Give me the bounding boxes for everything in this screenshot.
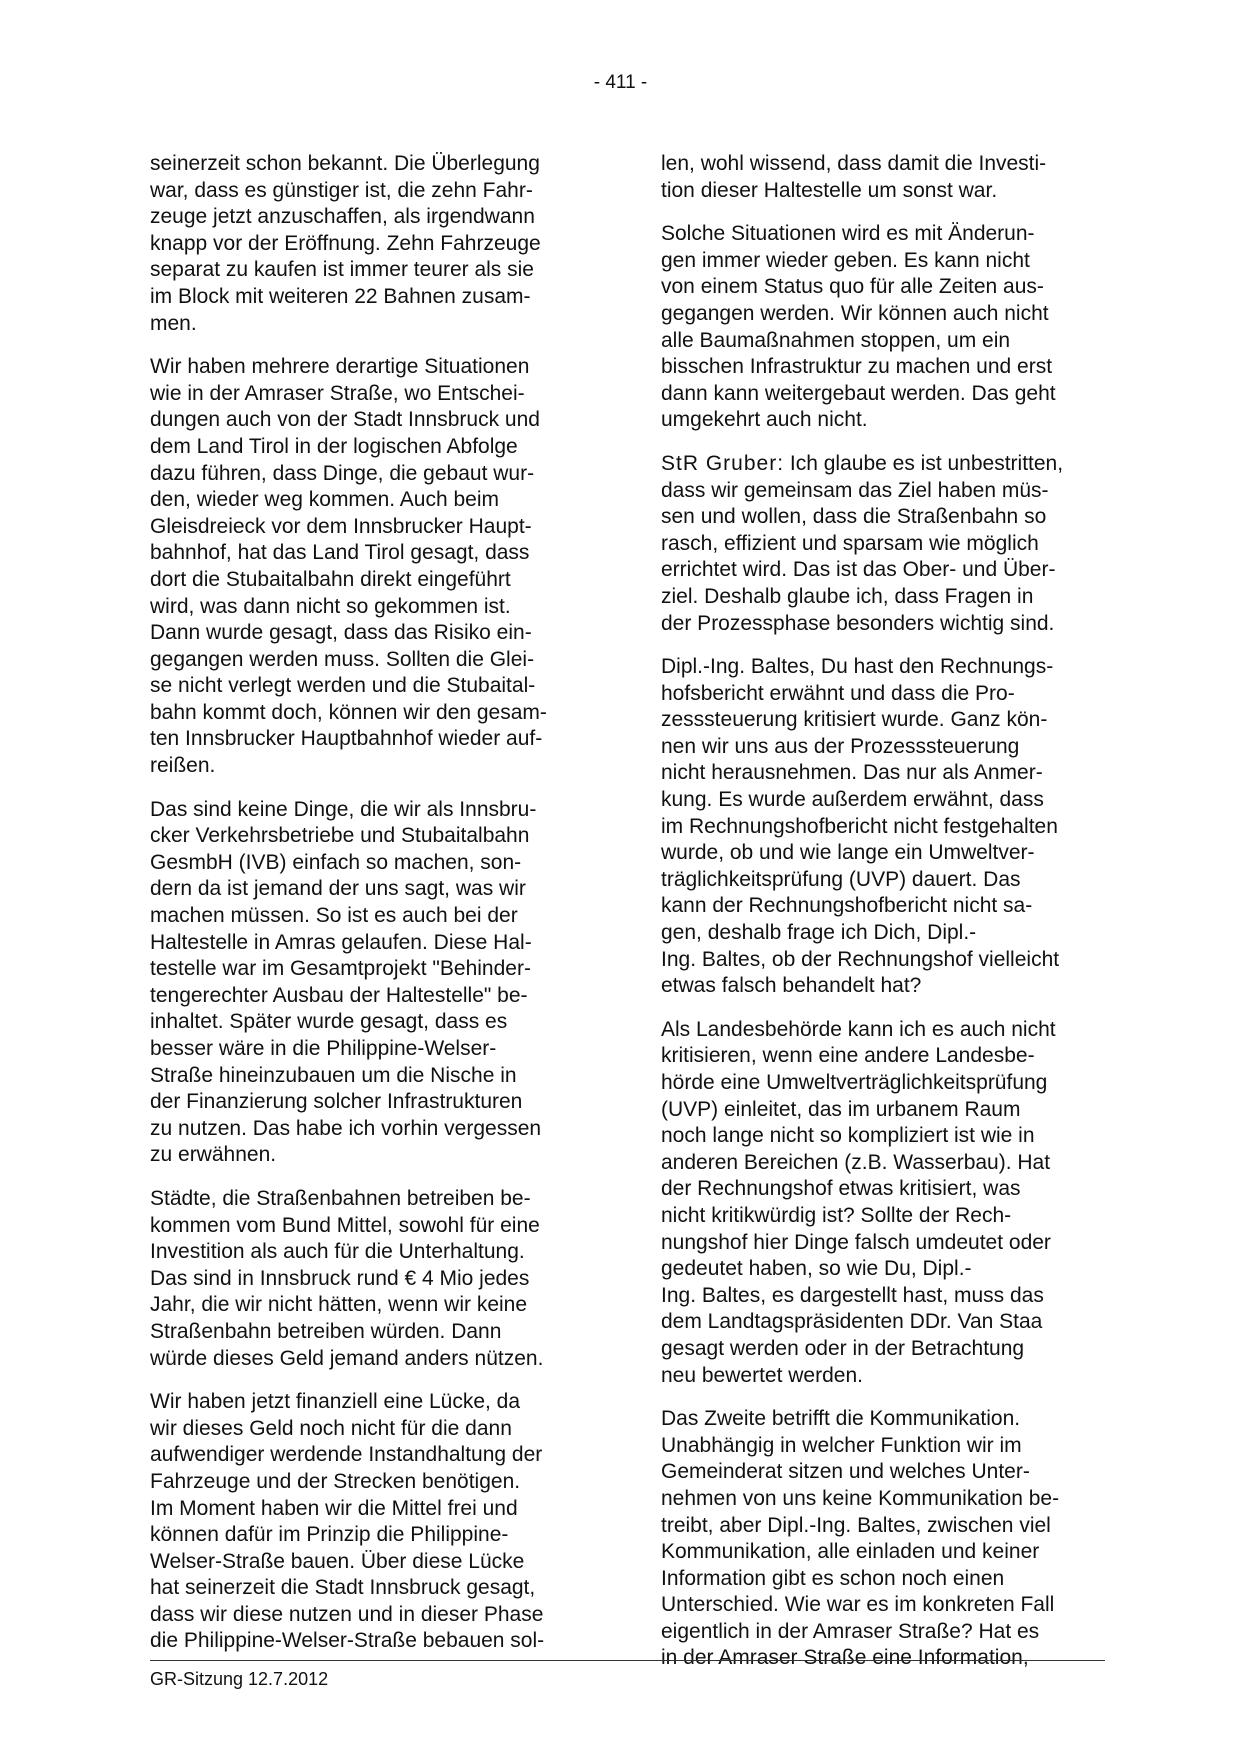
- text-line: Kommunikation, alle einladen und keiner: [661, 1540, 1040, 1564]
- text-line: neu bewertet werden.: [661, 1363, 863, 1387]
- text-line: machen müssen. So ist es auch bei der: [150, 904, 518, 928]
- text-line: Jahr, die wir nicht hätten, wenn wir keine: [150, 1293, 528, 1317]
- paragraph: [661, 221, 1101, 434]
- paragraph: [661, 151, 1101, 204]
- text-line: kann der Rechnungshofbericht nicht sa-: [661, 894, 1033, 918]
- text-line: tion dieser Haltestelle um sonst war.: [661, 178, 998, 202]
- text-line: hofsbericht erwähnt und dass die Pro-: [661, 681, 1015, 705]
- text-line: kung. Es wurde außerdem erwähnt, dass: [661, 788, 1044, 812]
- text-line: men.: [150, 311, 197, 335]
- text-line: zu nutzen. Das habe ich vorhin vergessen: [150, 1116, 542, 1140]
- text-line: dem Land Tirol in der logischen Abfolge: [150, 434, 518, 458]
- text-line: hörde eine Umweltverträglichkeitsprüfung: [661, 1071, 1048, 1094]
- text-line: Das Zweite betrifft die Kommunikation.: [661, 1407, 1021, 1431]
- text-line: Dann wurde gesagt, dass das Risiko ein-: [150, 621, 532, 645]
- text-line: rasch, effizient und sparsam wie möglich: [661, 531, 1039, 555]
- text-line: gesagt werden oder in der Betrachtung: [661, 1336, 1025, 1360]
- text-line: gen, deshalb frage ich Dich, Dipl.-: [661, 921, 977, 945]
- text-line: Information gibt es schon noch einen: [661, 1566, 1005, 1590]
- text-line: seinerzeit schon bekannt. Die Überlegung: [150, 152, 540, 175]
- text-line: dazu führen, dass Dinge, die gebaut wur-: [150, 461, 535, 485]
- text-line: [661, 451, 1101, 478]
- text-line: dern da ist jemand der uns sagt, was wir: [150, 877, 526, 901]
- text-line: kritisieren, wenn eine andere Landesbe-: [661, 1044, 1035, 1068]
- text-line: len, wohl wissend, dass damit die Investi-: [661, 152, 1047, 175]
- text-line: Straßenbahn betreiben würden. Dann: [150, 1319, 502, 1343]
- text-line: Als Landesbehörde kann ich es auch nicht: [661, 1017, 1056, 1041]
- text-line: wir dieses Geld noch nicht für die dann: [150, 1416, 512, 1440]
- text-line: zesssteuerung kritisiert wurde. Ganz kön-: [661, 708, 1048, 732]
- text-line: Ing. Baltes, es dargestellt hast, muss das: [661, 1283, 1044, 1307]
- text-line: eigentlich in der Amraser Straße? Hat es: [661, 1619, 1040, 1643]
- right-column: [661, 151, 1101, 1689]
- paragraph: [150, 1186, 590, 1372]
- text-line: der Finanzierung solcher Infrastrukturen: [150, 1090, 523, 1114]
- text-line: treibt, aber Dipl.-Ing. Baltes, zwischen viel: [661, 1513, 1051, 1537]
- left-column: [150, 151, 590, 1672]
- text-line: cker Verkehrsbetriebe und Stubaitalbahn: [150, 824, 530, 848]
- text-line: Das sind keine Dinge, die wir als Innsbru-: [150, 797, 537, 821]
- text-line: dem Landtagspräsidenten DDr. Van Staa: [661, 1310, 1043, 1334]
- text-line: nungshof hier Dinge falsch umdeutet oder: [661, 1230, 1051, 1254]
- text-line: noch lange nicht so kompliziert ist wie in: [661, 1124, 1035, 1148]
- text-line: anderen Bereichen (z.B. Wasserbau). Hat: [661, 1150, 1051, 1174]
- footer-divider: [150, 1660, 1105, 1661]
- text-line: dass wir gemeinsam das Ziel haben müs-: [661, 478, 1049, 502]
- text-line: Städte, die Straßenbahnen betreiben be-: [150, 1186, 531, 1210]
- text-line: inhaltet. Später wurde gesagt, dass es: [150, 1010, 508, 1034]
- text-line: sen und wollen, dass die Straßenbahn so: [661, 505, 1047, 529]
- text-line: separat zu kaufen ist immer teurer als sie: [150, 258, 534, 282]
- text-line: in der Amraser Straße eine Information,: [661, 1646, 1029, 1670]
- text-line: Haltestelle in Amras gelaufen. Diese Hal-: [150, 930, 532, 954]
- text-line: se nicht verlegt werden und die Stubaital-: [150, 674, 536, 698]
- text-line: etwas falsch behandelt hat?: [661, 974, 922, 998]
- text-line: dass wir diese nutzen und in dieser Phase: [150, 1602, 544, 1626]
- text-line: aufwendiger werdende Instandhaltung der: [150, 1443, 543, 1467]
- text-line: Gleisdreieck vor dem Innsbrucker Haupt-: [150, 514, 532, 538]
- text-line: Solche Situationen wird es mit Änderun-: [661, 222, 1035, 246]
- text-line: zeuge jetzt anzuschaffen, als irgendwann: [150, 205, 535, 229]
- paragraph: [150, 797, 590, 1169]
- text-line: können dafür im Prinzip die Philippine-: [150, 1523, 509, 1547]
- text-line: der Rechnungshof etwas kritisiert, was: [661, 1177, 1021, 1201]
- text-line: besser wäre in die Philippine-Welser-: [150, 1037, 497, 1060]
- text-line: bahn kommt doch, können wir den gesam-: [150, 700, 547, 724]
- text-line: Welser-Straße bauen. Über diese Lücke: [150, 1549, 525, 1573]
- text-line: Investition als auch für die Unterhaltung.: [150, 1240, 525, 1264]
- text-line: träglichkeitsprüfung (UVP) dauert. Das: [661, 867, 1021, 891]
- text-line: war, dass es günstiger ist, die zehn Fahr-: [150, 178, 533, 202]
- paragraph: [661, 1406, 1101, 1672]
- text-line: Fahrzeuge und der Strecken benötigen.: [150, 1469, 521, 1493]
- text-line: Unabhängig in welcher Funktion wir im: [661, 1433, 1022, 1457]
- text-line: Wir haben jetzt finanziell eine Lücke, da: [150, 1390, 521, 1414]
- paragraph: [661, 654, 1101, 1000]
- text-line: Straße hineinzubauen um die Nische in: [150, 1063, 517, 1087]
- text-line: im Block mit weiteren 22 Bahnen zusam-: [150, 284, 531, 308]
- text-line: Ing. Baltes, ob der Rechnungshof vielleicht: [661, 947, 1060, 971]
- text-line: umgekehrt auch nicht.: [661, 408, 868, 432]
- footer-session-date: GR-Sitzung 12.7.2012: [150, 1669, 329, 1689]
- text-line: testelle war im Gesamtprojekt "Behinder-: [150, 957, 531, 981]
- text-line: wird, was dann nicht so gekommen ist.: [150, 594, 511, 618]
- text-line: nen wir uns aus der Prozesssteuerung: [661, 734, 1020, 758]
- text-line: Dipl.-Ing. Baltes, Du hast den Rechnungs-: [661, 655, 1054, 679]
- text-line: der Prozessphase besonders wichtig sind.: [661, 611, 1055, 635]
- text-line: wurde, ob und wie lange ein Umweltver-: [661, 841, 1035, 865]
- paragraph: [150, 1389, 590, 1655]
- text-line: reißen.: [150, 754, 216, 778]
- text-line: tengerechter Ausbau der Haltestelle" be-: [150, 983, 528, 1007]
- text-line: zu erwähnen.: [150, 1143, 277, 1167]
- text-line: bahnhof, hat das Land Tirol gesagt, dass: [150, 541, 530, 565]
- text-line: ziel. Deshalb glaube ich, dass Fragen in: [661, 584, 1034, 608]
- text-line: nicht kritikwürdig ist? Sollte der Rech-: [661, 1203, 1012, 1227]
- text-line: alle Baumaßnahmen stoppen, um ein: [661, 328, 1011, 352]
- text-line: Wir haben mehrere derartige Situationen: [150, 355, 530, 379]
- text-line: hat seinerzeit die Stadt Innsbruck gesagt,: [150, 1576, 536, 1600]
- text-line: nehmen von uns keine Kommunikation be-: [661, 1486, 1060, 1510]
- text-line: errichtet wird. Das ist das Ober- und Über-: [661, 558, 1056, 582]
- text-line: gen immer wieder geben. Es kann nicht: [661, 248, 1030, 272]
- text-line: gedeutet haben, so wie Du, Dipl.-: [661, 1257, 972, 1281]
- text-line: dann kann weitergebaut werden. Das geht: [661, 381, 1056, 405]
- paragraph: [150, 354, 590, 780]
- text-line: im Rechnungshofbericht nicht festgehalten: [661, 814, 1058, 838]
- text-line: knapp vor der Eröffnung. Zehn Fahrzeuge: [150, 231, 541, 255]
- text-line: dungen auch von der Stadt Innsbruck und: [150, 408, 540, 432]
- paragraph: [150, 151, 590, 337]
- text-line: Im Moment haben wir die Mittel frei und: [150, 1496, 518, 1520]
- page-number: - 411 -: [593, 72, 648, 93]
- text-line: Gemeinderat sitzen und welches Unter-: [661, 1460, 1030, 1484]
- text-line: nicht herausnehmen. Das nur als Anmer-: [661, 761, 1043, 785]
- text-line: dort die Stubaitalbahn direkt eingeführt: [150, 567, 511, 591]
- text-line: die Philippine-Welser-Straße bebauen sol-: [150, 1629, 545, 1653]
- text-line: GesmbH (IVB) einfach so machen, son-: [150, 850, 522, 874]
- text-line: wie in der Amraser Straße, wo Entschei-: [150, 381, 525, 405]
- text-line: gegangen werden. Wir können auch nicht: [661, 301, 1049, 325]
- text-line: kommen vom Bund Mittel, sowohl für eine: [150, 1213, 540, 1237]
- text-line: gegangen werden muss. Sollten die Glei-: [150, 647, 535, 671]
- text-line: den, wieder weg kommen. Auch beim: [150, 488, 500, 512]
- speaker-name: StR Gruber:: [661, 451, 785, 475]
- text-line: Unterschied. Wie war es im konkreten Fall: [661, 1593, 1055, 1617]
- text-line: Das sind in Innsbruck rund € 4 Mio jedes: [150, 1266, 530, 1290]
- text-line: bisschen Infrastruktur zu machen und erst: [661, 355, 1053, 379]
- text-line: ten Innsbrucker Hauptbahnhof wieder auf-: [150, 727, 543, 751]
- text-line-content: Ich glaube es ist unbestritten,: [789, 451, 1064, 475]
- text-line: (UVP) einleitet, das im urbanem Raum: [661, 1097, 1021, 1121]
- text-line: von einem Status quo für alle Zeiten aus-: [661, 275, 1044, 299]
- paragraph: [661, 1017, 1101, 1389]
- paragraph: [661, 451, 1101, 637]
- text-line: würde dieses Geld jemand anders nützen.: [150, 1346, 544, 1370]
